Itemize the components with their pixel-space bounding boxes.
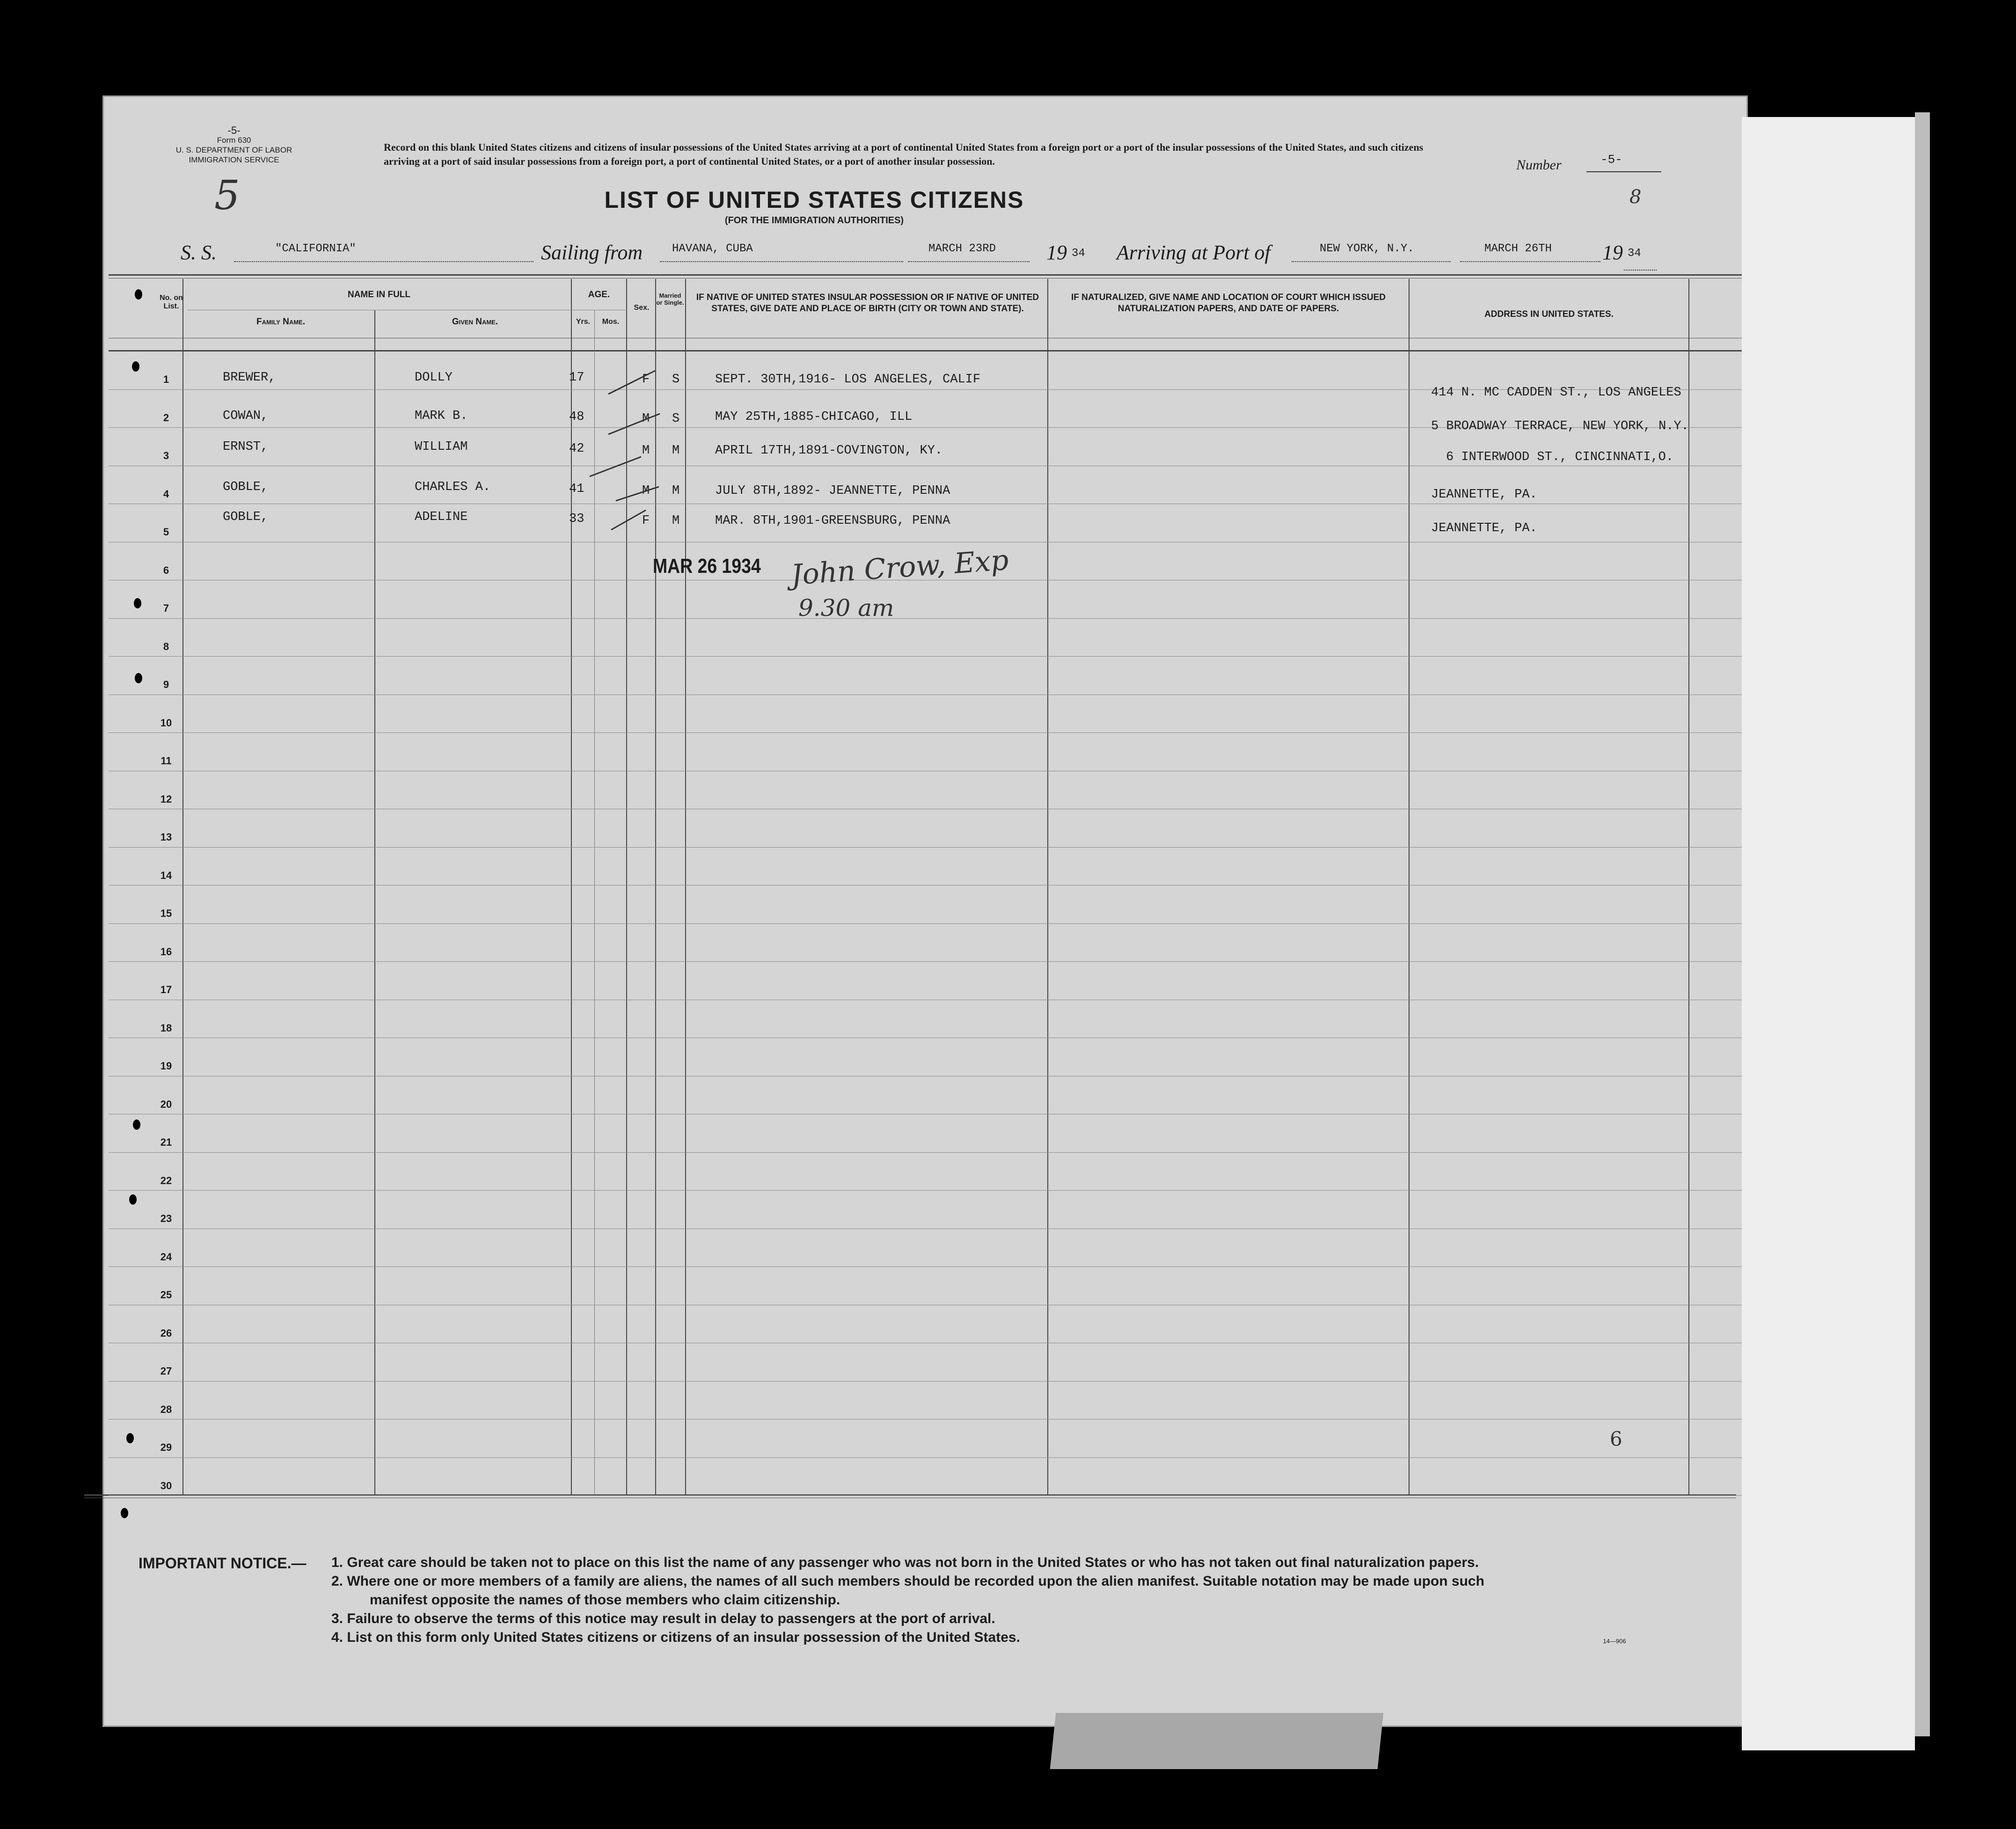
- birth-info: JULY 8TH,1892- JEANNETTE, PENNA: [715, 484, 950, 498]
- form-number: Form 630: [217, 136, 251, 145]
- us-address: JEANNETTE, PA.: [1431, 488, 1537, 502]
- row-number: 7: [163, 602, 169, 614]
- sex: F: [642, 373, 650, 387]
- number-label: Number: [1516, 157, 1562, 173]
- row-number: 21: [160, 1136, 172, 1148]
- row-rule: [109, 618, 1742, 619]
- row-rule: [109, 1457, 1742, 1458]
- notice-item-1: 1. Great care should be taken not to place on this list the name of any passenger who was not born in the United States or who has not taken out final naturalization papers.: [331, 1555, 1479, 1570]
- page-edge-strip: [1742, 117, 1915, 1750]
- family-name: GOBLE,: [223, 510, 269, 524]
- page-subtitle: (FOR THE IMMIGRATION AUTHORITIES): [724, 215, 904, 226]
- page-title: LIST OF UNITED STATES CITIZENS: [604, 187, 1024, 213]
- page-edge-shadow: [1915, 112, 1930, 1736]
- check-marks: [580, 365, 693, 552]
- notice-item-3: 3. Failure to observe the terms of this notice may result in delay to passengers at the port of arrival.: [331, 1611, 995, 1626]
- notice-item-2: 2. Where one or more members of a family are aliens, the names of all such members should be recorded upon the alien manifest. Suitable notation may be made upon such: [331, 1573, 1484, 1589]
- number-underline: [1586, 171, 1661, 172]
- row-number: 10: [160, 717, 172, 729]
- binder-hole: [132, 361, 139, 372]
- ss-label: S. S.: [181, 241, 217, 264]
- age-years: 42: [569, 442, 584, 456]
- service: IMMIGRATION SERVICE: [189, 155, 279, 164]
- given-name: WILLIAM: [415, 440, 468, 454]
- to-port: NEW YORK, N.Y.: [1320, 242, 1414, 255]
- row-number: 23: [160, 1213, 172, 1224]
- marital-status: S: [672, 412, 680, 426]
- header-no: No. on List.: [160, 294, 183, 310]
- sex: M: [642, 484, 650, 498]
- page-mark: -5-: [227, 124, 241, 136]
- form-id-block: [140, 125, 328, 165]
- us-address: 5 BROADWAY TERRACE, NEW YORK, N.Y.: [1431, 419, 1689, 433]
- row-number: 27: [160, 1365, 172, 1377]
- to-port-underline: [1292, 261, 1451, 262]
- age-years: 17: [569, 371, 584, 385]
- family-name: ERNST,: [223, 440, 269, 454]
- col-rule-birth: [1047, 279, 1048, 1495]
- given-name: MARK B.: [415, 409, 468, 423]
- sex: M: [642, 412, 650, 426]
- header-married: Married or Single.: [656, 292, 684, 306]
- header-naturalized: IF NATURALIZED, GIVE NAME AND LOCATION OF COURT WHICH ISSUED NATURALIZATION PAPERS, AND DATE OF PAPERS.: [1071, 293, 1386, 314]
- check-mark: [611, 510, 646, 530]
- row-number: 9: [163, 679, 169, 690]
- family-name: COWAN,: [223, 409, 269, 423]
- binder-hole: [129, 1194, 137, 1205]
- given-name: CHARLES A.: [415, 480, 491, 494]
- birth-info: MAY 25TH,1885-CHICAGO, ILL: [715, 410, 913, 424]
- sail-date-underline: [908, 261, 1030, 262]
- sail-year: 34: [1072, 247, 1085, 260]
- arrive-date: MARCH 26TH: [1484, 242, 1552, 255]
- row-rule: [109, 923, 1742, 924]
- row-number: 25: [160, 1289, 172, 1301]
- age-years: 41: [569, 482, 584, 496]
- from-port-underline: [660, 261, 903, 262]
- header-name-in-full: NAME IN FULL: [347, 290, 411, 300]
- header-birth: IF NATIVE OF UNITED STATES INSULAR POSSESSION OR IF NATIVE OF UNITED STATES, GIVE DATE AND PLACE OF BIRTH (CITY OR TOWN AND STATE).: [696, 293, 1039, 314]
- row-number: 26: [160, 1327, 172, 1339]
- notice-item-2-cont: manifest opposite the names of those members who claim citizenship.: [370, 1592, 840, 1608]
- arrive-year-prefix: 19: [1602, 241, 1623, 264]
- row-number: 8: [163, 641, 169, 652]
- handwritten-mark: 5: [214, 172, 240, 219]
- sex: M: [642, 444, 650, 458]
- family-name: GOBLE,: [223, 480, 269, 494]
- header-given-name: Given Name.: [452, 317, 498, 327]
- sheet-mark: 8: [1629, 186, 1642, 208]
- row-number: 24: [160, 1251, 172, 1263]
- row-number: 4: [163, 488, 169, 500]
- row-number: 2: [163, 412, 169, 424]
- sex: F: [642, 514, 650, 528]
- arrival-stamp: MAR 26 1934: [653, 555, 761, 578]
- torn-flap: [1050, 1713, 1384, 1769]
- row-rule: [109, 1495, 1742, 1496]
- age-years: 33: [569, 512, 584, 526]
- col-rule-family: [374, 310, 375, 1495]
- bottom-mark: 6: [1610, 1427, 1622, 1450]
- sail-year-prefix: 19: [1046, 241, 1067, 264]
- row-number: 22: [160, 1175, 172, 1186]
- col-rule-address: [1688, 279, 1689, 1495]
- row-rule: [109, 1152, 1742, 1153]
- sail-date: MARCH 23RD: [928, 242, 996, 255]
- given-name: DOLLY: [415, 371, 453, 385]
- row-number: 1: [163, 373, 169, 385]
- arrive-date-underline: [1460, 261, 1600, 262]
- header-yrs: Yrs.: [576, 318, 591, 326]
- inspection-time: 9.30 am: [798, 594, 894, 622]
- check-mark: [608, 371, 655, 394]
- check-mark: [590, 457, 641, 476]
- header-family-name: Family Name.: [256, 317, 306, 327]
- print-code: 14—906: [1603, 1638, 1626, 1645]
- us-address: JEANNETTE, PA.: [1431, 521, 1537, 535]
- row-rule: [109, 1381, 1742, 1382]
- row-rule: [109, 847, 1742, 848]
- us-address: 6 INTERWOOD ST., CINCINNATI,O.: [1446, 450, 1674, 464]
- row-number: 15: [160, 907, 172, 919]
- binder-hole: [133, 1119, 140, 1130]
- row-number: 16: [160, 946, 172, 958]
- row-rule: [109, 732, 1742, 733]
- row-number: 30: [160, 1480, 172, 1492]
- row-number: 18: [160, 1022, 172, 1034]
- row-number: 29: [160, 1441, 172, 1453]
- row-rule: [109, 1190, 1742, 1191]
- birth-info: APRIL 17TH,1891-COVINGTON, KY.: [715, 444, 943, 458]
- header-age: AGE.: [588, 290, 610, 300]
- from-port: HAVANA, CUBA: [672, 242, 753, 255]
- col-rule-naturalized: [1409, 279, 1410, 1495]
- check-mark: [616, 487, 659, 501]
- ship-name: "CALIFORNIA": [275, 242, 356, 255]
- row-number: 17: [160, 984, 172, 995]
- header-bottom-rule-2: [109, 350, 1742, 351]
- arrive-year: 34: [1628, 247, 1641, 260]
- birth-info: SEPT. 30TH,1916- LOS ANGELES, CALIF: [715, 373, 981, 387]
- us-address: 414 N. MC CADDEN ST., LOS ANGELES: [1431, 386, 1681, 400]
- row-number: 19: [160, 1060, 172, 1072]
- header-address: ADDRESS IN UNITED STATES.: [1484, 309, 1614, 319]
- binder-hole: [135, 673, 142, 683]
- row-rule: [109, 656, 1742, 657]
- marital-status: M: [672, 444, 680, 458]
- notice-item-4: 4. List on this form only United States citizens or citizens of an insular possession of the United States.: [331, 1630, 1020, 1645]
- row-number: 13: [160, 831, 172, 843]
- row-number: 20: [160, 1098, 172, 1110]
- marital-status: S: [672, 373, 680, 387]
- ship-underline: [234, 261, 533, 262]
- row-rule: [109, 961, 1742, 962]
- table-top-rule: [109, 274, 1742, 276]
- given-name: ADELINE: [415, 510, 468, 524]
- binder-hole: [135, 289, 142, 300]
- check-mark: [608, 414, 660, 434]
- row-rule: [109, 1266, 1742, 1267]
- sailing-label: Sailing from: [541, 241, 643, 264]
- row-number: 6: [163, 564, 169, 576]
- inspector-signature: John Crow, Exp: [790, 543, 1010, 592]
- intro-text: Record on this blank United States citizens and citizens of insular possessions of the United States arriving at a port of continental United States from a foreign port or a port of the insular possessions of the United States, and such citizens arriving at a port of said insular possessions from a foreign port, a port of continental United States, or a port of another insular possession.: [384, 141, 1424, 167]
- row-number: 28: [160, 1404, 172, 1415]
- marital-status: M: [672, 484, 680, 498]
- binder-hole: [134, 598, 141, 608]
- row-number: 11: [161, 755, 172, 767]
- binder-hole: [121, 1508, 128, 1518]
- age-years: 48: [569, 410, 584, 424]
- birth-info: MAR. 8TH,1901-GREENSBURG, PENNA: [715, 514, 950, 528]
- row-number: 3: [163, 450, 169, 461]
- arriving-label: Arriving at Port of: [1117, 241, 1271, 264]
- department: U. S. DEPARTMENT OF LABOR: [175, 146, 292, 154]
- header-mos: Mos.: [602, 318, 620, 326]
- marital-status: M: [672, 514, 680, 528]
- row-number: 12: [160, 793, 172, 805]
- notice-heading: IMPORTANT NOTICE.—: [139, 1555, 307, 1572]
- arrive-year-underline: [1624, 270, 1657, 271]
- row-number: 14: [160, 870, 172, 881]
- family-name: BREWER,: [223, 371, 276, 385]
- number-value: -5-: [1600, 153, 1622, 167]
- row-number: 5: [163, 526, 169, 538]
- header-sex: Sex.: [634, 304, 650, 312]
- binder-hole: [126, 1433, 134, 1443]
- col-rule-given: [571, 279, 572, 1495]
- manifest-page: [104, 97, 1746, 1726]
